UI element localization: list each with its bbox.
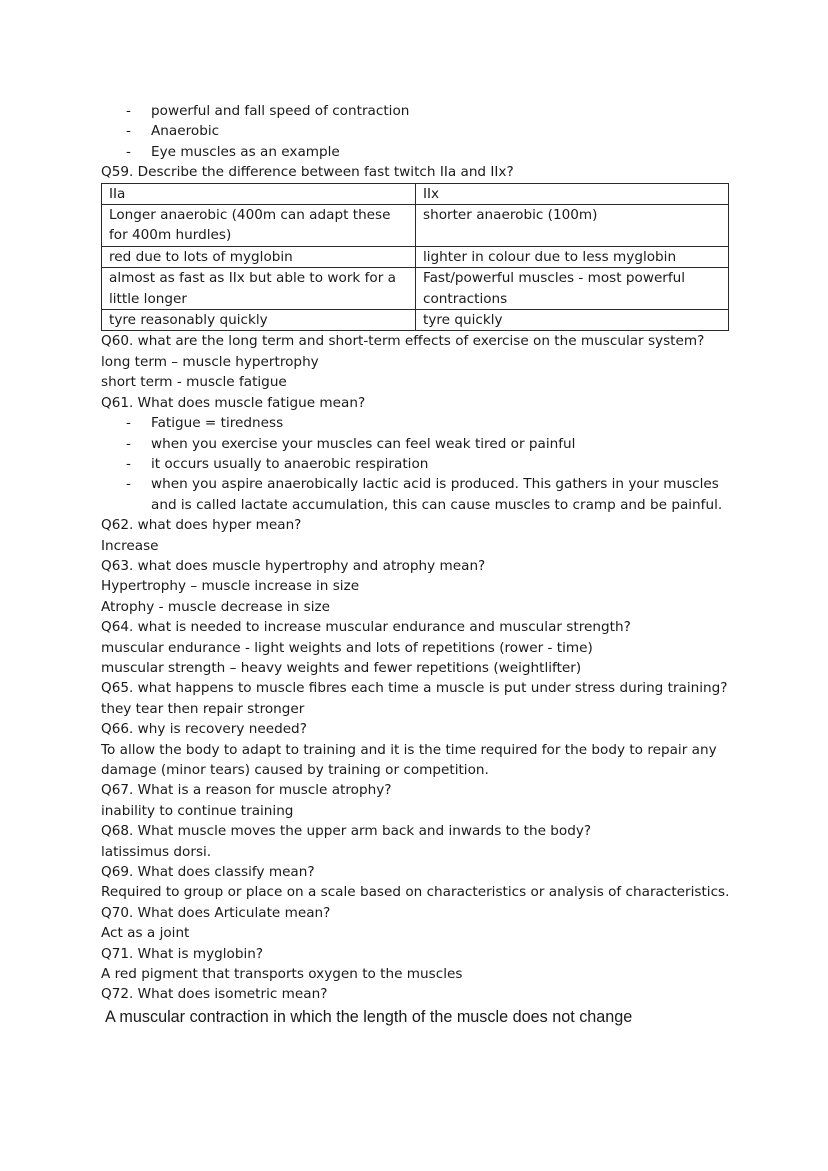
question-q61: Q61. What does muscle fatigue mean? <box>101 394 366 411</box>
answer-q63-hypertrophy: Hypertrophy – muscle increase in size <box>101 578 360 595</box>
list-item: - when you aspire anaerobically lactic acid is produced. This gathers in your muscles and is called lactate accumulation, this can cause muscles to cramp and be painful. <box>123 474 741 515</box>
list-item: - Eye muscles as an example <box>123 142 741 162</box>
answer-q63-atrophy: Atrophy - muscle decrease in size <box>101 598 330 615</box>
document-page <box>101 101 741 1044</box>
answer-q64-strength: muscular strength – heavy weights and fewer repetitions (weightlifter) <box>101 659 582 676</box>
question-q63: Q63. what does muscle hypertrophy and atrophy mean? <box>101 557 486 574</box>
answer-q62: Increase <box>101 537 159 554</box>
table-cell: shorter anaerobic (100m) <box>416 205 729 247</box>
table-header-row <box>102 183 729 204</box>
answer-q67: inability to continue training <box>101 802 294 819</box>
answer-q71: A red pigment that transports oxygen to the muscles <box>101 966 463 983</box>
list-item: - when you exercise your muscles can feel weak tired or painful <box>123 434 741 454</box>
question-q62: Q62. what does hyper mean? <box>101 517 302 534</box>
q61-bullet-list <box>101 413 741 515</box>
answer-q68: latissimus dorsi. <box>101 843 212 860</box>
question-q70: Q70. What does Articulate mean? <box>101 904 331 921</box>
answer-q69: Required to group or place on a scale based on characteristics or analysis of characteristics. <box>101 884 730 901</box>
question-q59: Q59. Describe the difference between fast twitch IIa and IIx? <box>101 164 514 181</box>
intro-bullet-list <box>101 101 741 162</box>
table-cell: Fast/powerful muscles - most powerful contractions <box>416 268 729 310</box>
answer-q72: A muscular contraction in which the length of the muscle does not change <box>105 1007 633 1026</box>
table-cell: Longer anaerobic (400m can adapt these for 400m hurdles) <box>102 205 416 247</box>
question-q68: Q68. What muscle moves the upper arm back and inwards to the body? <box>101 823 592 840</box>
list-item: - Fatigue = tiredness <box>123 413 741 433</box>
answer-q64-endurance: muscular endurance - light weights and lots of repetitions (rower - time) <box>101 639 593 656</box>
question-q65: Q65. what happens to muscle fibres each time a muscle is put under stress during training? <box>101 680 728 697</box>
table-row <box>102 246 729 267</box>
answer-q60-short-term: short term - muscle fatigue <box>101 374 287 391</box>
table-cell: almost as fast as IIx but able to work for a little longer <box>102 268 416 310</box>
list-item: - Anaerobic <box>123 121 741 141</box>
table-cell: tyre quickly <box>416 310 729 331</box>
question-q71: Q71. What is myglobin? <box>101 945 264 962</box>
table-row <box>102 205 729 247</box>
table-cell: tyre reasonably quickly <box>102 310 416 331</box>
answer-q65: they tear then repair stronger <box>101 700 305 717</box>
table-row <box>102 268 729 310</box>
answer-q66: To allow the body to adapt to training and it is the time required for the body to repair any damage (minor tears) caused by training or competition. <box>101 741 717 778</box>
answer-q70: Act as a joint <box>101 925 190 942</box>
question-q67: Q67. What is a reason for muscle atrophy? <box>101 782 392 799</box>
table-header-iix: IIx <box>416 183 729 204</box>
question-q69: Q69. What does classify mean? <box>101 864 315 881</box>
table-cell: lighter in colour due to less myglobin <box>416 246 729 267</box>
table-row <box>102 310 729 331</box>
table-cell: red due to lots of myglobin <box>102 246 416 267</box>
table-header-iia: IIa <box>102 183 416 204</box>
list-item: - powerful and fall speed of contraction <box>123 101 741 121</box>
question-q64: Q64. what is needed to increase muscular endurance and muscular strength? <box>101 619 631 636</box>
list-item: - it occurs usually to anaerobic respiration <box>123 454 741 474</box>
question-q66: Q66. why is recovery needed? <box>101 721 307 738</box>
comparison-table <box>101 183 729 332</box>
question-q72: Q72. What does isometric mean? <box>101 986 328 1003</box>
answer-q60-long-term: long term – muscle hypertrophy <box>101 353 319 370</box>
question-q60: Q60. what are the long term and short-term effects of exercise on the muscular system? <box>101 333 705 350</box>
